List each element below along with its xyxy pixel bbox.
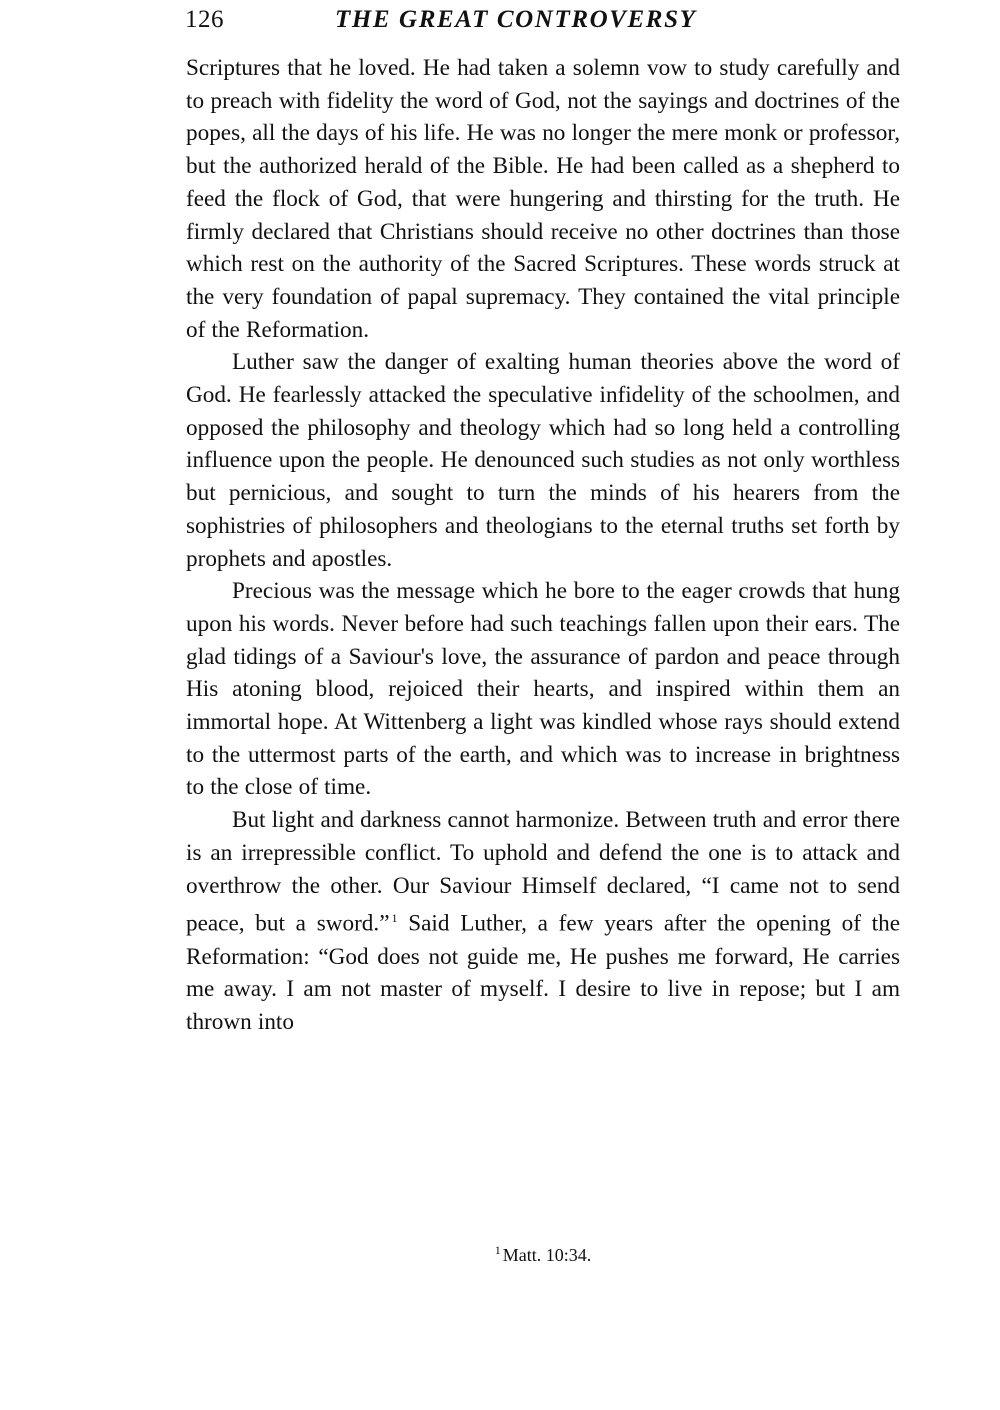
page-body	[186, 52, 900, 1039]
paragraph-4-text-before-footnote: But light and darkness cannot harmonize. Between truth and error there is an irrepressible conflict. To uphold and defend the one is to attack and overthrow the other. Our Saviour Himself declared, “I came not to send peace, but a sword.”	[186, 807, 900, 938]
footnote-reference-marker: 1	[391, 911, 398, 926]
paragraph-1: Scriptures that he loved. He had taken a solemn vow to study carefully and to preach with fidelity the word of God, not the sayings and doctrines of the popes, all the days of his life. He was no longer the mere monk or professor, but the authorized herald of the Bible. He had been called as a shepherd to feed the flock of God, that were hungering and thirsting for the truth. He firmly declared that Christians should receive no other doctrines than those which rest on the authority of the Sacred Scriptures. These words struck at the very foundation of papal supremacy. They contained the vital principle of the Reformation.	[186, 55, 900, 343]
paragraph-2: Luther saw the danger of exalting human theories above the word of God. He fearlessly attacked the speculative infidelity of the schoolmen, and opposed the philosophy and theology which had so long held a controlling influence upon the people. He denounced such studies as not only worthless but pernicious, and sought to turn the minds of his hearers from the sophistries of philosophers and theologians to the eternal truths set forth by prophets and apostles.	[186, 349, 900, 572]
footnote-text: Matt. 10:34.	[502, 1245, 592, 1265]
paragraph-4-text-after-footnote: Said Luther, a few years after the opening of the Reformation: “God does not guide me, He pushes me forward, He carries me away. I am not master of myself. I desire to live in repose; but I am thrown into	[186, 911, 900, 1036]
paragraph-3: Precious was the message which he bore to the eager crowds that hung upon his words. Never before had such teachings fallen upon their ears. The glad tidings of a Saviour's love, the assurance of pardon and peace through His atoning blood, rejoiced their hearts, and inspired within them an immortal hope. At Wittenberg a light was kindled whose rays should extend to the uttermost parts of the earth, and which was to increase in brightness to the close of time.	[186, 578, 900, 801]
footnote	[186, 1243, 900, 1266]
page-number: 126	[185, 6, 224, 33]
paragraph-4	[186, 804, 900, 1039]
page-header	[185, 6, 900, 40]
footnote-marker: 1	[494, 1243, 501, 1257]
running-title: THE GREAT CONTROVERSY	[335, 6, 697, 33]
